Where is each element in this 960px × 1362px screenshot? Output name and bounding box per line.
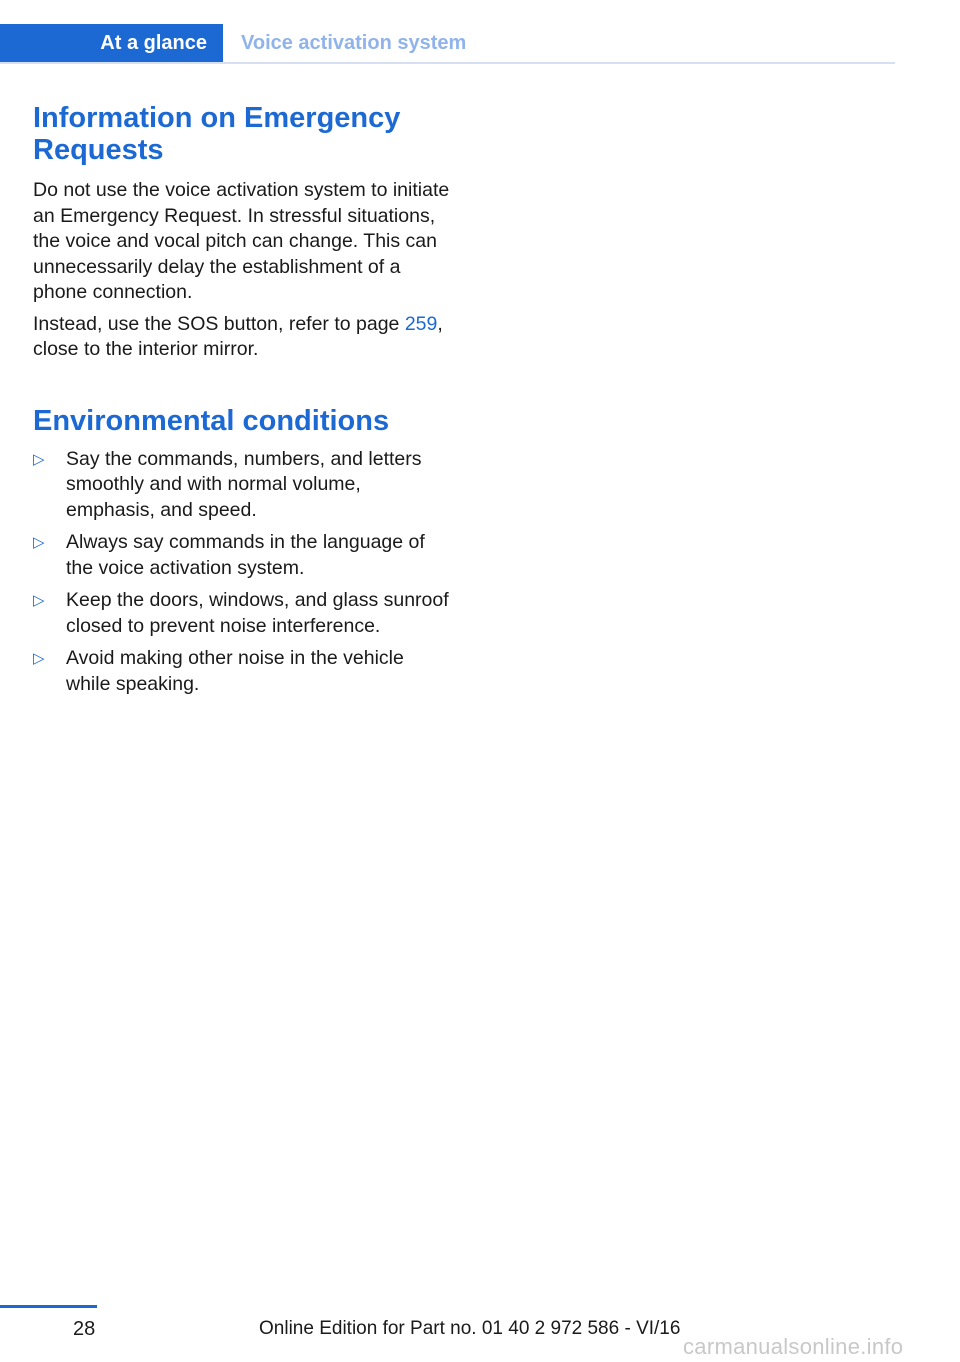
triangle-bullet-icon: ▷ — [33, 592, 45, 609]
list-item — [33, 447, 453, 524]
triangle-bullet-icon: ▷ — [33, 650, 45, 667]
page-content — [33, 102, 453, 704]
heading-environmental-conditions: Environmental conditions — [33, 404, 390, 437]
paragraph-emergency-warning: Do not use the voice activation system to initiate an Emergency Request. In stressful situations, the voice and vocal pitch can change. This can unnecessarily delay the establishment of a phone connection. — [33, 179, 450, 303]
edition-text: Online Edition for Part no. 01 40 2 972 586 - VI/16 — [259, 1318, 681, 1339]
list-item — [33, 646, 453, 697]
sos-text-after: , close to the interior mirror. — [33, 312, 443, 360]
list-item — [33, 588, 453, 639]
heading-line-2: Requests — [33, 134, 164, 166]
triangle-bullet-icon: ▷ — [33, 450, 45, 468]
section-tab[interactable]: Voice activation system — [241, 31, 467, 54]
triangle-bullet-icon: ▷ — [33, 534, 45, 551]
paragraph-sos-reference — [33, 312, 453, 363]
list-item-text: Avoid making other noise in the vehicle while speaking. — [66, 647, 404, 695]
conditions-list — [33, 447, 453, 698]
list-item-text: Say the commands, numbers, and letters smoothly and with normal volume, emphasis, and speed. — [66, 447, 422, 521]
sos-text-before: Instead, use the SOS button, refer to page — [33, 312, 405, 335]
watermark-text: carmanualsonline.info — [683, 1334, 904, 1359]
list-item-text: Keep the doors, windows, and glass sunroof closed to prevent noise interference. — [66, 589, 449, 637]
header-bar — [0, 24, 895, 64]
list-item-text: Always say commands in the language of the voice activation system. — [66, 531, 425, 579]
page-number: 28 — [73, 1318, 96, 1340]
chapter-tab[interactable]: At a glance — [0, 24, 223, 62]
page-link-259[interactable]: 259 — [404, 312, 438, 335]
heading-emergency-requests — [33, 102, 453, 166]
heading-line-1: Information on Emergency — [33, 102, 401, 134]
footer-accent-line — [0, 1305, 97, 1308]
list-item — [33, 530, 453, 581]
